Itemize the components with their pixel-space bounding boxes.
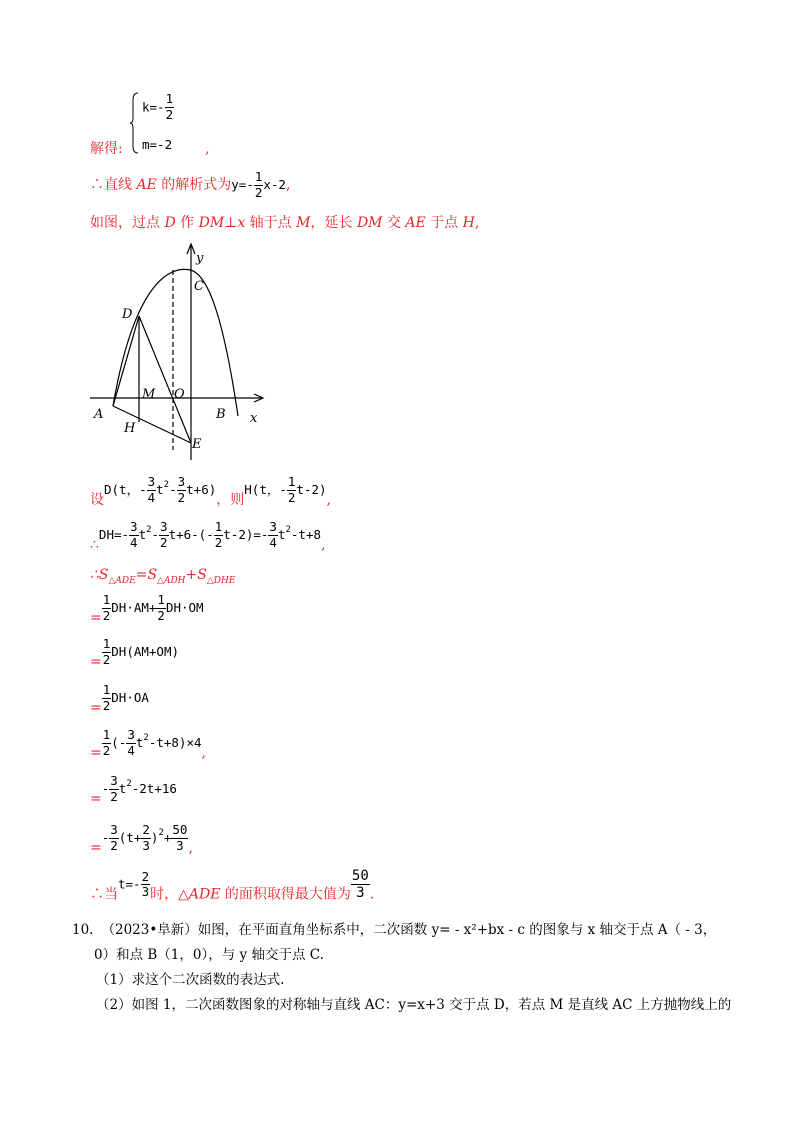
question-10-part-2: （2）如图 1，二次函数图象的对称轴与直线 AC：y=x+3 交于点 D，若点 M 是直线 AC 上方抛物线上的 [96, 997, 732, 1013]
label-c: C [194, 279, 204, 294]
question-10-line-1: 10. （2023•阜新）如图，在平面直角坐标系中，二次函数 y= - x²+bx - c 的图象与 x 轴交于点 A（ - 3， [72, 922, 717, 938]
k-equation: k=- $\frac{1}{2}$ [142, 91, 174, 122]
label-y: y [196, 251, 204, 266]
label-h: H [124, 421, 136, 436]
label-a: A [94, 407, 104, 422]
fraction: $\frac{3}{2}$ [110, 822, 118, 853]
fraction: $\frac{3}{4}$ [269, 519, 277, 550]
fraction: $\frac{1}{2}$ [157, 592, 165, 623]
area-step-3: = $\frac{1}{2}$ DH·OA [90, 682, 149, 716]
fraction: $\frac{2}{3}$ [142, 822, 150, 853]
question-10-line-2: 0）和点 B（1，0），与 y 轴交于点 C. [94, 947, 324, 963]
label-d: D [122, 307, 133, 322]
segment-ad [113, 316, 139, 406]
question-10-part-1: （1）求这个二次函数的表达式. [96, 972, 285, 988]
fraction: $\frac{3}{2}$ [160, 519, 168, 550]
fraction: $\frac{1}{2}$ [254, 169, 263, 200]
m-equation: m=-2 [142, 137, 173, 152]
segment-de [139, 316, 191, 443]
label-o: O [174, 387, 185, 402]
area-step-5: =- $\frac{3}{2}$ $t^2-2t+16$ [90, 773, 177, 807]
dh-line: ∴DH=- $\frac{3}{4}$ $t^2-$ $\frac{3}{2}$ t+6-(- $\frac{1}{2}$ t-2)=- $\frac{3}{4}$ $t^2-t+8$, [90, 519, 326, 553]
label-x: x [250, 411, 258, 426]
fraction: $\frac{2}{3}$ [141, 868, 150, 899]
label-b: B [216, 407, 226, 422]
area-step-4: = $\frac{1}{2}$ (- $\frac{3}{4}$ $t^2-t+8)\times 4$, [90, 727, 206, 761]
fraction: $\frac{50}{3}$ [351, 868, 369, 901]
label-m: M [142, 387, 156, 402]
fraction: $\frac{1}{2}$ [214, 519, 223, 550]
fraction: $\frac{1}{2}$ [165, 91, 174, 122]
fraction: $\frac{1}{2}$ [287, 474, 296, 505]
area-sum-line: $\therefore S_{\triangle ADE}=S_{\triangle ADH}+S_{\triangle DHE}$ [90, 567, 236, 586]
area-step-1: = $\frac{1}{2}$ DH·AM+ $\frac{1}{2}$ DH·OM [90, 592, 204, 626]
solve-line: 解得: , [90, 141, 210, 157]
maximum-conclusion: ∴当t=- $\frac{2}{3}$ 时，△ADE 的面积取得最大值为 $\frac{50}{3}$ . [90, 868, 375, 903]
fraction: $\frac{1}{2}$ [102, 727, 111, 758]
fraction: $\frac{3}{4}$ [127, 727, 135, 758]
fraction: $\frac{3}{2}$ [110, 773, 118, 804]
construction-text: 如图，过点 D 作 DM⊥x 轴于点 M，延长 DM 交 AE 于点 H, [90, 215, 480, 231]
fraction: $\frac{1}{2}$ [102, 636, 111, 667]
label-e: E [192, 437, 202, 452]
fraction: $\frac{3}{2}$ [177, 474, 186, 505]
fraction: $\frac{50}{3}$ [172, 822, 188, 853]
area-step-2: = $\frac{1}{2}$ DH(AM+OM) [90, 636, 179, 670]
parabola-figure [90, 238, 280, 470]
fraction: $\frac{1}{2}$ [102, 682, 111, 713]
area-step-6: =- $\frac{3}{2}$ (t+ $\frac{2}{3}$ )$^2$+ $\frac{50}{3}$ , [90, 822, 193, 856]
fraction: $\frac{3}{4}$ [147, 474, 156, 505]
line-ae-expression: ∴直线 AE 的解析式为y=- $\frac{1}{2}$ x-2, [90, 169, 291, 200]
fraction: $\frac{1}{2}$ [102, 592, 111, 623]
set-points-line: 设D(t，- $\frac{3}{4}$ $t^2-$ $\frac{3}{2}$ t+6)，则H(t，- $\frac{1}{2}$ t-2), [90, 474, 331, 508]
fraction: $\frac{3}{4}$ [130, 519, 138, 550]
